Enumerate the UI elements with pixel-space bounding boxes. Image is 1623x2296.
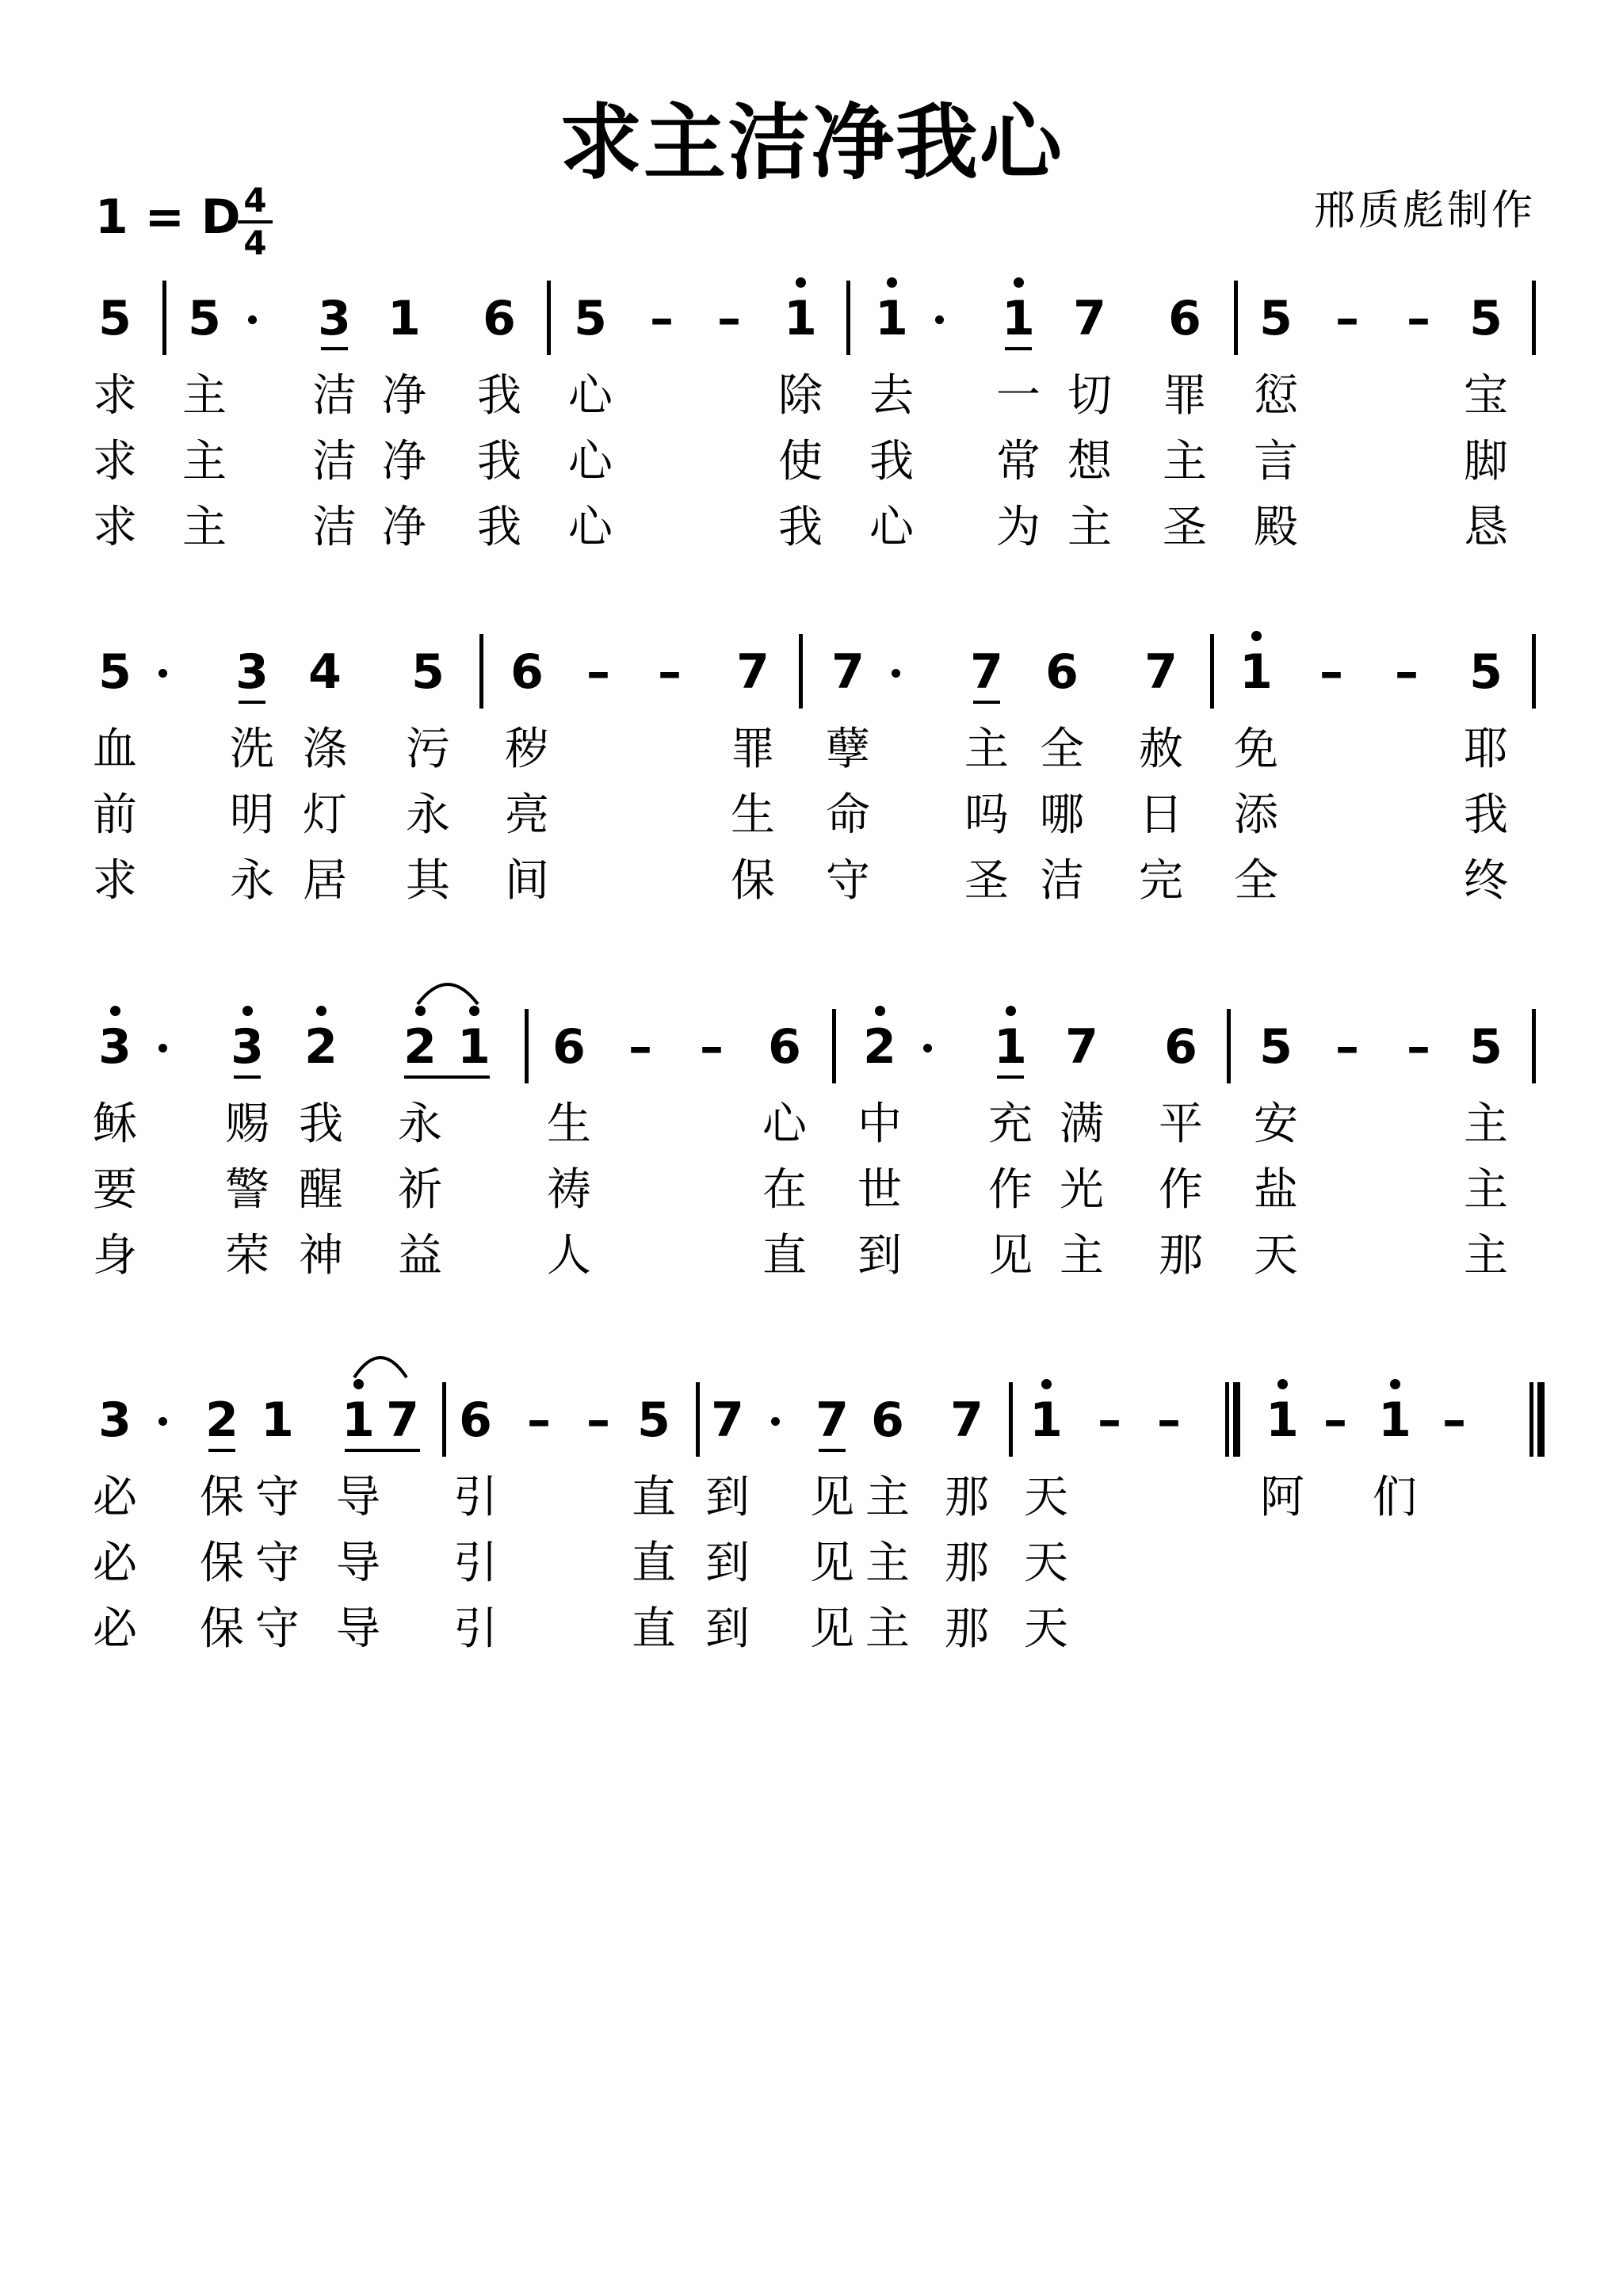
lyric-char: 为 (996, 502, 1041, 553)
lyric-char: 必 (93, 1538, 137, 1589)
double-bar-thin (1225, 1382, 1229, 1457)
lyric-char: 主 (1464, 1230, 1508, 1282)
octave-dot (1277, 1379, 1288, 1389)
note-digit: 1 (875, 291, 908, 346)
lyric-char: 净 (382, 370, 426, 422)
lyric-char: 日 (1139, 789, 1183, 841)
lyric-char: 永 (406, 789, 450, 841)
lyric-char: 到 (705, 1538, 750, 1589)
lyric-char: 警 (225, 1164, 269, 1216)
octave-dot (875, 1006, 885, 1016)
octave-dot (242, 1006, 253, 1016)
octave-dot (316, 1006, 327, 1016)
lyric-char: 主 (1067, 502, 1112, 553)
note-digit: 3 (98, 1019, 132, 1075)
lyric-char: 罪 (731, 724, 775, 775)
duration-dot (892, 669, 900, 678)
lyric-char: 命 (826, 789, 870, 841)
eighth-underline (321, 347, 348, 350)
eighth-underline (208, 1449, 235, 1452)
lyric-char: 求 (93, 370, 137, 422)
lyric-char: 哪 (1040, 789, 1084, 841)
lyric-char: 洁 (312, 436, 357, 487)
lyric-char: 终 (1464, 855, 1508, 907)
lyric-char: 全 (1040, 724, 1084, 775)
note-digit: 6 (552, 1019, 586, 1075)
lyric-char: 守 (255, 1538, 300, 1589)
lyric-char: 永 (230, 855, 274, 907)
lyric-char: 添 (1234, 789, 1278, 841)
lyric-char: 见 (810, 1538, 854, 1589)
lyric-char: 赐 (225, 1098, 269, 1150)
note-digit: 7 (815, 1392, 849, 1448)
lyric-char: 引 (453, 1538, 498, 1589)
dash-note: – (658, 644, 682, 700)
lyric-char: 守 (255, 1603, 300, 1655)
lyric-char: 在 (762, 1164, 807, 1216)
lyric-char: 祷 (547, 1164, 591, 1216)
dash-note: – (1407, 291, 1430, 346)
double-bar-thick (1233, 1382, 1240, 1457)
lyric-char: 我 (1464, 789, 1508, 841)
lyric-char: 主 (182, 502, 227, 553)
lyric-char: 世 (857, 1164, 902, 1216)
note-digit: 2 (403, 1019, 437, 1075)
lyric-char: 到 (705, 1603, 750, 1655)
duration-dot (248, 315, 257, 324)
lyric-char: 生 (731, 789, 775, 841)
beam-underline (345, 1449, 420, 1452)
note-digit: 7 (1065, 1019, 1098, 1075)
lyric-char: 亮 (505, 789, 549, 841)
lyric-char: 平 (1159, 1098, 1203, 1150)
lyric-char: 直 (632, 1472, 676, 1523)
bar-line (696, 1382, 700, 1457)
lyric-char: 主 (865, 1472, 910, 1523)
bar-line (832, 1009, 836, 1083)
lyric-char: 要 (93, 1164, 137, 1216)
lyric-char: 保 (731, 855, 775, 907)
lyric-char: 那 (945, 1603, 989, 1655)
lyric-char: 孽 (826, 724, 870, 775)
octave-dot (110, 1006, 120, 1016)
lyric-char: 引 (453, 1603, 498, 1655)
lyric-char: 秽 (505, 724, 549, 775)
lyric-char: 涤 (303, 724, 347, 775)
lyric-char: 主 (182, 436, 227, 487)
lyric-char: 作 (1159, 1164, 1203, 1216)
lyric-char: 益 (398, 1230, 442, 1282)
lyric-char: 导 (336, 1603, 380, 1655)
note-digit: 7 (736, 644, 769, 700)
lyric-char: 求 (93, 436, 137, 487)
lyric-char: 那 (945, 1472, 989, 1523)
dash-note: – (650, 291, 674, 346)
octave-dot (1390, 1379, 1400, 1389)
double-bar-thick (1537, 1382, 1545, 1457)
lyric-char: 保 (200, 1603, 244, 1655)
note-digit: 4 (308, 644, 342, 700)
lyric-char: 前 (93, 789, 137, 841)
duration-dot (158, 669, 167, 678)
note-digit: 5 (98, 644, 132, 700)
slur-arc (416, 976, 479, 1007)
lyric-char: 圣 (964, 855, 1009, 907)
lyric-char: 那 (945, 1538, 989, 1589)
bar-line (547, 281, 551, 355)
octave-dot (1014, 277, 1024, 288)
lyric-char: 使 (778, 436, 823, 487)
bar-line (525, 1009, 529, 1083)
lyric-char: 灯 (303, 789, 347, 841)
lyric-char: 保 (200, 1538, 244, 1589)
lyric-char: 我 (778, 502, 823, 553)
lyric-char: 圣 (1163, 502, 1207, 553)
note-digit: 3 (235, 644, 269, 700)
bar-line (442, 1382, 446, 1457)
lyric-char: 神 (299, 1230, 343, 1282)
note-digit: 5 (1469, 644, 1503, 700)
lyric-char: 主 (182, 370, 227, 422)
note-digit: 3 (231, 1019, 264, 1075)
lyric-char: 主 (865, 1603, 910, 1655)
note-digit: 5 (188, 291, 221, 346)
lyric-char: 想 (1067, 436, 1112, 487)
lyric-char: 我 (869, 436, 914, 487)
dash-note: – (700, 1019, 724, 1075)
lyric-char: 见 (988, 1230, 1033, 1282)
lyric-char: 稣 (93, 1098, 137, 1150)
lyric-char: 直 (762, 1230, 807, 1282)
lyric-char: 到 (705, 1472, 750, 1523)
lyric-char: 常 (996, 436, 1041, 487)
lyric-char: 心 (568, 370, 613, 422)
octave-dot (1041, 1379, 1052, 1389)
lyric-char: 洁 (312, 502, 357, 553)
note-digit: 3 (98, 1392, 132, 1448)
lyric-char: 居 (303, 855, 347, 907)
note-digit: 1 (388, 291, 421, 346)
bar-line (799, 634, 803, 709)
lyric-char: 天 (1024, 1603, 1068, 1655)
octave-dot (796, 277, 806, 288)
note-digit: 6 (1045, 644, 1079, 700)
lyric-char: 祈 (398, 1164, 442, 1216)
bar-line (1227, 1009, 1231, 1083)
dash-note: – (1098, 1392, 1121, 1448)
note-digit: 5 (1469, 1019, 1503, 1075)
lyric-char: 言 (1254, 436, 1298, 487)
duration-dot (935, 315, 944, 324)
note-digit: 1 (1029, 1392, 1063, 1448)
lyric-char: 到 (857, 1230, 902, 1282)
lyric-char: 心 (568, 436, 613, 487)
lyric-char: 守 (255, 1472, 300, 1523)
note-digit: 1 (457, 1019, 491, 1075)
dash-note: – (1319, 644, 1343, 700)
bar-line (1234, 281, 1238, 355)
eighth-underline (973, 701, 1000, 704)
lyric-char: 耶 (1464, 724, 1508, 775)
duration-dot (158, 1044, 167, 1052)
lyric-char: 殿 (1254, 502, 1298, 553)
dash-note: – (1323, 1392, 1347, 1448)
eighth-underline (234, 1075, 261, 1079)
lyric-char: 净 (382, 502, 426, 553)
lyric-char: 满 (1060, 1098, 1104, 1150)
time-signature-top: 4 (243, 181, 267, 220)
lyric-char: 导 (336, 1472, 380, 1523)
lyric-char: 直 (632, 1538, 676, 1589)
lyric-char: 洗 (230, 724, 274, 775)
note-digit: 2 (304, 1019, 338, 1075)
note-digit: 7 (950, 1392, 983, 1448)
lyric-char: 完 (1139, 855, 1183, 907)
lyric-char: 光 (1060, 1164, 1104, 1216)
lyric-char: 导 (336, 1538, 380, 1589)
dash-note: – (1335, 291, 1359, 346)
lyric-char: 污 (406, 724, 450, 775)
octave-dot (1251, 631, 1262, 641)
note-digit: 6 (510, 644, 544, 700)
lyric-char: 主 (1163, 436, 1207, 487)
lyric-char: 切 (1067, 370, 1112, 422)
note-digit: 5 (574, 291, 607, 346)
author-credit: 邢质彪制作 (1313, 187, 1536, 235)
lyric-char: 洁 (1040, 855, 1084, 907)
dash-note: – (628, 1019, 652, 1075)
duration-dot (923, 1044, 932, 1052)
lyric-char: 主 (1464, 1164, 1508, 1216)
eighth-underline (819, 1449, 846, 1452)
lyric-char: 充 (988, 1098, 1033, 1150)
time-signature (238, 181, 273, 262)
note-digit: 5 (637, 1392, 670, 1448)
note-digit: 6 (459, 1392, 492, 1448)
time-signature-bottom: 4 (243, 223, 267, 262)
lyric-char: 生 (547, 1098, 591, 1150)
lyric-char: 免 (1234, 724, 1278, 775)
lyric-char: 醒 (299, 1164, 343, 1216)
lyric-char: 天 (1024, 1472, 1068, 1523)
lyric-char: 那 (1159, 1230, 1203, 1282)
lyric-char: 脚 (1464, 436, 1508, 487)
lyric-char: 见 (810, 1603, 854, 1655)
dash-note: – (586, 1392, 610, 1448)
lyric-char: 去 (869, 370, 914, 422)
bar-line (1009, 1382, 1013, 1457)
octave-dot (1006, 1006, 1016, 1016)
note-digit: 6 (768, 1019, 801, 1075)
lyric-char: 求 (93, 502, 137, 553)
lyric-char: 永 (398, 1098, 442, 1150)
bar-line (846, 281, 850, 355)
lyric-char: 我 (477, 370, 521, 422)
note-digit: 1 (1002, 291, 1035, 346)
lyric-char: 除 (778, 370, 823, 422)
dash-note: – (586, 644, 610, 700)
lyric-char: 主 (1464, 1098, 1508, 1150)
note-digit: 6 (871, 1392, 904, 1448)
note-digit: 7 (1144, 644, 1178, 700)
dash-note: – (1407, 1019, 1430, 1075)
eighth-underline (997, 1075, 1024, 1079)
note-digit: 7 (970, 644, 1003, 700)
duration-dot (158, 1417, 167, 1426)
lyric-char: 一 (996, 370, 1041, 422)
lyric-char: 引 (453, 1472, 498, 1523)
note-digit: 1 (1239, 644, 1273, 700)
lyric-char: 直 (632, 1603, 676, 1655)
note-digit: 1 (1378, 1392, 1411, 1448)
lyric-char: 荣 (225, 1230, 269, 1282)
note-digit: 1 (784, 291, 817, 346)
lyric-char: 其 (406, 855, 450, 907)
note-digit: 1 (342, 1392, 375, 1448)
note-digit: 6 (1164, 1019, 1197, 1075)
lyric-char: 必 (93, 1472, 137, 1523)
lyric-char: 宝 (1464, 370, 1508, 422)
lyric-char: 们 (1373, 1472, 1417, 1523)
note-digit: 5 (1259, 291, 1293, 346)
lyric-char: 吗 (964, 789, 1009, 841)
lyric-char: 罪 (1163, 370, 1207, 422)
note-digit: 5 (1259, 1019, 1293, 1075)
lyric-char: 盐 (1254, 1164, 1298, 1216)
note-digit: 6 (483, 291, 516, 346)
lyric-char: 愆 (1254, 370, 1298, 422)
lyric-char: 主 (964, 724, 1009, 775)
lyric-char: 赦 (1139, 724, 1183, 775)
bar-line (1532, 281, 1536, 355)
note-digit: 7 (386, 1392, 419, 1448)
lyric-char: 我 (477, 502, 521, 553)
lyric-char: 必 (93, 1603, 137, 1655)
lyric-char: 间 (505, 855, 549, 907)
dash-note: – (1442, 1392, 1466, 1448)
lyric-char: 主 (865, 1538, 910, 1589)
note-digit: 7 (1073, 291, 1106, 346)
dash-note: – (1157, 1392, 1181, 1448)
dash-note: – (1395, 644, 1419, 700)
lyric-char: 保 (200, 1472, 244, 1523)
page-title: 求主洁净我心 (559, 94, 1064, 191)
note-digit: 1 (261, 1392, 294, 1448)
slur-arc (353, 1349, 408, 1381)
lyric-char: 净 (382, 436, 426, 487)
key-signature: 1 = D (95, 189, 241, 245)
lyric-char: 心 (869, 502, 914, 553)
lyric-char: 见 (810, 1472, 854, 1523)
dash-note: – (527, 1392, 551, 1448)
lyric-char: 人 (547, 1230, 591, 1282)
lyric-char: 天 (1254, 1230, 1298, 1282)
lyric-char: 作 (988, 1164, 1033, 1216)
note-digit: 3 (318, 291, 351, 346)
lyric-char: 心 (762, 1098, 807, 1150)
lyric-char: 我 (477, 436, 521, 487)
lyric-char: 安 (1254, 1098, 1298, 1150)
note-digit: 7 (711, 1392, 744, 1448)
dash-note: – (1335, 1019, 1359, 1075)
lyric-char: 主 (1060, 1230, 1104, 1282)
lyric-char: 求 (93, 855, 137, 907)
lyric-char: 阿 (1260, 1472, 1304, 1523)
lyric-char: 中 (857, 1098, 902, 1150)
note-digit: 5 (98, 291, 132, 346)
bar-line (1532, 634, 1536, 709)
bar-line (162, 281, 166, 355)
note-digit: 2 (863, 1019, 896, 1075)
lyric-char: 天 (1024, 1538, 1068, 1589)
note-digit: 5 (1469, 291, 1503, 346)
lyric-char: 心 (568, 502, 613, 553)
note-digit: 7 (831, 644, 865, 700)
bar-line (1210, 634, 1214, 709)
bar-line (1532, 1009, 1536, 1083)
note-digit: 1 (1266, 1392, 1299, 1448)
lyric-char: 我 (299, 1098, 343, 1150)
lyric-char: 恳 (1464, 502, 1508, 553)
lyric-char: 血 (93, 724, 137, 775)
lyric-char: 全 (1234, 855, 1278, 907)
octave-dot (887, 277, 897, 288)
note-digit: 2 (205, 1392, 239, 1448)
bar-line (479, 634, 483, 709)
dash-note: – (717, 291, 741, 346)
beam-underline (404, 1075, 490, 1079)
lyric-char: 守 (826, 855, 870, 907)
note-digit: 6 (1168, 291, 1201, 346)
note-digit: 1 (994, 1019, 1027, 1075)
lyric-char: 洁 (312, 370, 357, 422)
double-bar-thin (1529, 1382, 1533, 1457)
eighth-underline (1005, 347, 1032, 350)
note-digit: 5 (411, 644, 445, 700)
lyric-char: 身 (93, 1230, 137, 1282)
duration-dot (771, 1417, 780, 1426)
lyric-char: 明 (230, 789, 274, 841)
eighth-underline (239, 701, 265, 704)
